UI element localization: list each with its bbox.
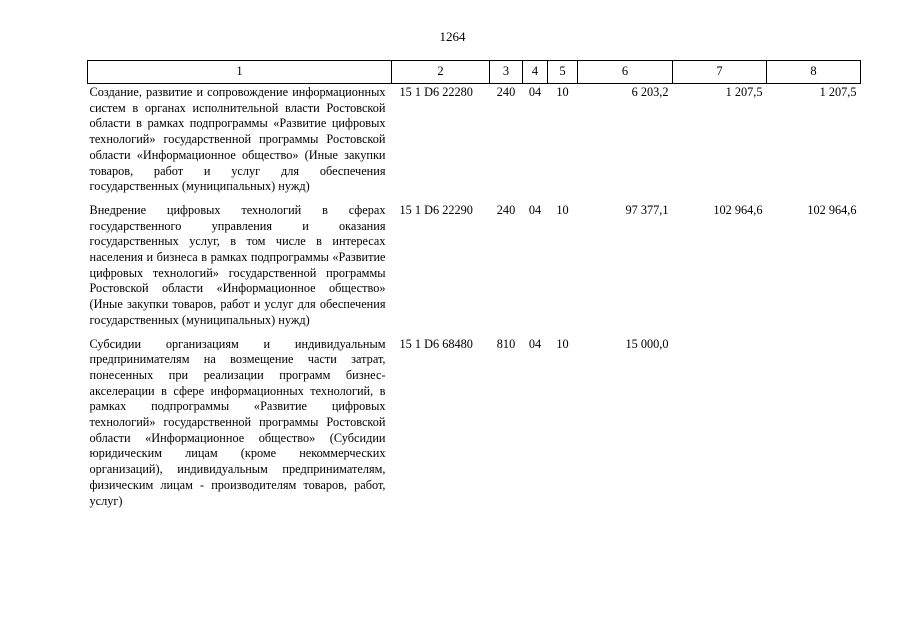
row-amount-col6: 97 377,1 [625, 202, 669, 217]
header-col-4: 4 [523, 61, 548, 84]
row-amount-col7 [673, 329, 767, 510]
row-target-code: 15 1 D6 68480 [399, 336, 473, 351]
header-col-1: 1 [88, 61, 392, 84]
row-description: Субсидии организациям и индивидуальным предпринимателям на возмещение части затрат, понесенных при реализации программ бизнес-акселерации в сфере информационных технологий, в рамках подпрограммы «Развитие цифровых технологий» государственной программы Ростовской области «Информационное общество» (Субсидии юридическим лицам (кроме некоммерческих организаций), индивидуальным предпринимателям, физическим лицам - производителям товаров, работ, услуг) [89, 336, 386, 508]
row-section: 04 [528, 85, 542, 99]
row-expense-type: 810 [496, 336, 516, 351]
row-expense-type: 240 [496, 202, 516, 217]
header-col-7: 7 [673, 61, 767, 84]
row-amount-col7: 1 207,5 [725, 85, 763, 99]
header-col-8: 8 [767, 61, 861, 84]
row-amount-col8: 102 964,6 [807, 202, 857, 217]
row-description: Внедрение цифровых технологий в сферах государственного управления и оказания государственных услуг, в том числе в интересах населения и бизнеса в рамках подпрограммы «Развитие цифровых технологий» государственной программы Ростовской области «Информационное общество» (Иные закупки товаров, работ и услуг для обеспечения государственных (муниципальных) нужд) [89, 202, 386, 327]
row-target-code: 15 1 D6 22280 [399, 85, 473, 99]
row-subsection: 10 [556, 336, 569, 351]
row-subsection: 10 [556, 202, 569, 217]
table-row [88, 329, 861, 510]
header-row [88, 61, 861, 84]
row-section: 04 [528, 336, 542, 351]
row-target-code: 15 1 D6 22290 [399, 202, 473, 217]
row-amount-col6: 6 203,2 [631, 85, 669, 99]
header-col-5: 5 [548, 61, 578, 84]
row-amount-col8: 1 207,5 [819, 85, 857, 99]
row-expense-type: 240 [496, 85, 516, 99]
row-description: Создание, развитие и сопровождение информационных систем в органах исполнительной власти Ростовской области в рамках подпрограммы «Развитие цифровых технологий» государственной программы Ростовской области «Информационное общество» (Иные закупки товаров, работ и услуг для обеспечения государственных (муниципальных) нужд) [89, 85, 386, 194]
row-amount-col8 [767, 329, 861, 510]
table-row [88, 195, 861, 329]
header-col-3: 3 [490, 61, 523, 84]
header-col-2: 2 [392, 61, 490, 84]
page-number: 1264 [439, 29, 466, 44]
row-subsection: 10 [556, 85, 569, 99]
row-amount-col6: 15 000,0 [625, 336, 669, 351]
table-row [88, 84, 861, 195]
budget-table [87, 60, 861, 509]
header-col-6: 6 [578, 61, 673, 84]
row-section: 04 [528, 202, 542, 217]
row-amount-col7: 102 964,6 [713, 202, 763, 217]
